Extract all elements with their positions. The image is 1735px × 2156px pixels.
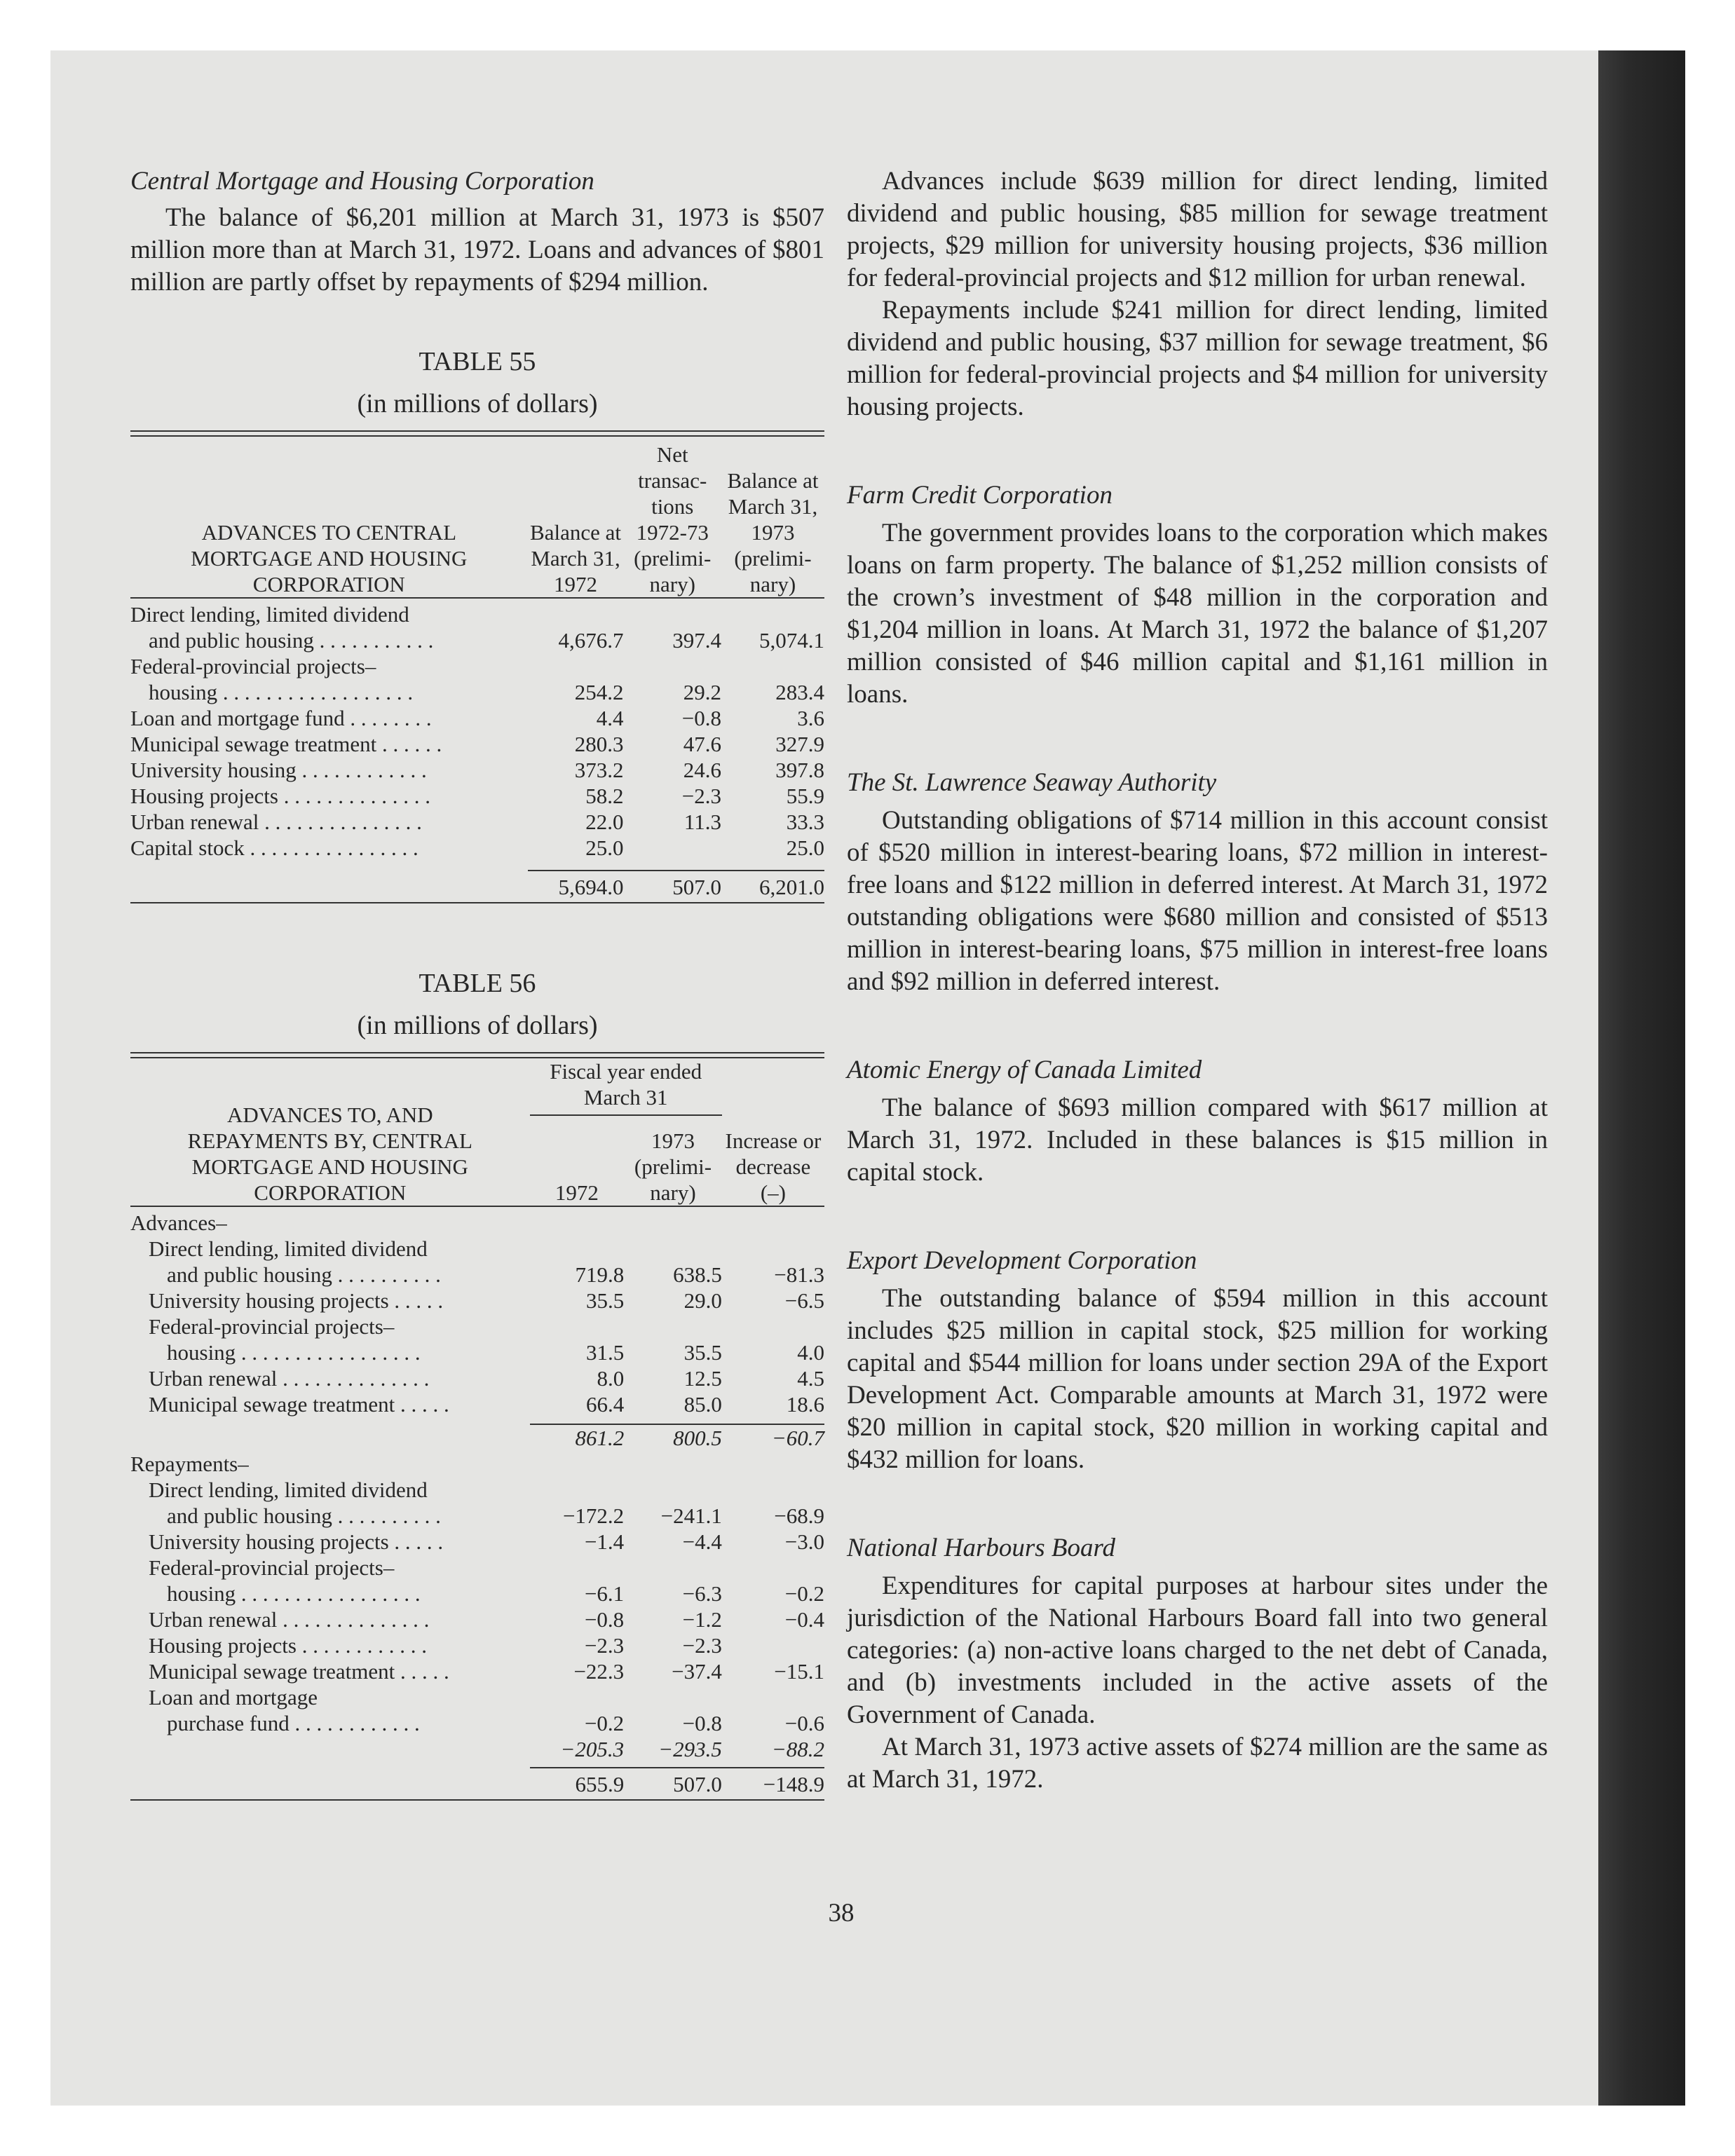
table56-adv-cell-c3: 18.6 [786, 1392, 824, 1417]
table56-total-c3: −148.9 [763, 1771, 824, 1796]
table55-row [130, 809, 824, 835]
table56-rep-row-label: Direct lending, limited dividend [149, 1478, 428, 1502]
table56-adv-cell-c1: 66.4 [585, 1392, 625, 1417]
table55-row-label: Direct lending, limited dividend [130, 602, 409, 627]
table55-col2-header: Net transac- tions 1972-73 (prelimi- nary) [634, 442, 712, 596]
table55-col3-header: Balance at March 31, 1973 (prelimi- nary) [727, 468, 819, 596]
table56-rep-cell-c2: −1.2 [682, 1607, 722, 1632]
table56-adv-cell-c2: 29.0 [683, 1288, 722, 1313]
table55-cell-c3: 5,074.1 [759, 628, 824, 653]
table56-adv-cell-c1 [530, 1236, 625, 1262]
table56-adv-cell-c3 [722, 1236, 824, 1262]
table55-cell-c2: 11.3 [683, 810, 722, 834]
table55-title: TABLE 55 [419, 347, 536, 376]
table56-adv-cell-c1: 719.8 [575, 1262, 625, 1287]
table56-adv-subtotal-c1: 861.2 [575, 1426, 625, 1450]
book-spine-shadow [1598, 50, 1685, 2106]
table55-cell-c2: 397.4 [672, 628, 722, 653]
table55-row-label: Urban renewal . . . . . . . . . . . . . . . [130, 810, 422, 834]
table55-row-label: Housing projects . . . . . . . . . . . . . . [130, 784, 430, 808]
table56-adv-cell-c1: 31.5 [585, 1340, 625, 1365]
table55-top-rule [130, 430, 824, 437]
harbours-paragraph-1: Expenditures for capital purposes at harbour sites under the jurisdiction of the National Harbours Board fall into two general categories: (a) non-active loans charged to the net debt of Canada, and (b) investments included in the active assets of the Government of Canada. [847, 1571, 1548, 1729]
table56-adv-cell-c2: 12.5 [683, 1366, 722, 1391]
table56-title: TABLE 56 [419, 969, 536, 998]
table56-adv-cell-c2 [624, 1314, 722, 1339]
table56-rep-cell-c3 [722, 1477, 824, 1503]
table55-row [130, 627, 824, 653]
table56-rep-cell-c1: −2.3 [584, 1633, 625, 1658]
atomic-energy-paragraph: The balance of $693 million compared with $617 million at March 31, 1972. Included in these balances is $15 million in capital stock. [847, 1093, 1548, 1187]
table55-cell-c3: 33.3 [786, 810, 824, 834]
table56-adv-cell-c2 [624, 1236, 722, 1262]
repayments-paragraph: Repayments include $241 million for direct lending, limited dividend and public housing, $37 million for sewage treatment, $6 million for federal-provincial projects and $4 million for university housing projects. [847, 296, 1548, 421]
table55-cell-c2: 47.6 [683, 732, 722, 756]
cmhc-heading: Central Mortgage and Housing Corporation [130, 167, 594, 196]
table56-adv-row [130, 1288, 824, 1314]
table55-total-c2: 507.0 [672, 874, 722, 899]
table56-adv-cell-c3: −6.5 [784, 1288, 824, 1313]
table55-cell-c2 [623, 601, 721, 627]
table56-rep-cell-c3: −0.2 [784, 1581, 824, 1606]
table56-rep-cell-c1: −22.3 [573, 1659, 625, 1684]
table56-adv-row [130, 1339, 824, 1365]
table55-cell-c1 [528, 601, 624, 627]
export-development-heading: Export Development Corporation [847, 1246, 1197, 1275]
table55-row [130, 757, 824, 783]
table55-cell-c3: 283.4 [775, 680, 824, 704]
table56-col3-header: Increase or decrease (–) [725, 1128, 822, 1205]
table56-adv-row [130, 1314, 824, 1339]
table56-rep-cell-c1: −6.1 [584, 1581, 625, 1606]
page-number: 38 [828, 1899, 855, 1928]
table55-row-label: University housing . . . . . . . . . . . . [130, 758, 427, 782]
table56-rep-cell-c1 [530, 1477, 625, 1503]
table56-adv-cell-c3: −81.3 [774, 1262, 824, 1287]
table55-cell-c1: 254.2 [574, 680, 624, 704]
table55-total-c3: 6,201.0 [759, 874, 824, 899]
table55-row [130, 731, 824, 757]
table56-rep-cell-c1: −0.2 [584, 1711, 625, 1735]
table56-rep-cell-c2 [624, 1555, 722, 1581]
table55 [130, 437, 824, 906]
table56-top-rule [130, 1052, 824, 1058]
right-column [847, 165, 1548, 1796]
table55-cell-c2 [623, 835, 721, 861]
table55-row-label: Municipal sewage treatment . . . . . . [130, 732, 442, 756]
table56-adv-row [130, 1262, 824, 1288]
table56-rep-cell-c2 [624, 1684, 722, 1710]
table56-adv-cell-c2: 638.5 [673, 1262, 722, 1287]
table56-advances-body [130, 1236, 824, 1417]
table55-cell-c3: 3.6 [797, 706, 824, 730]
table56-fiscal-header: Fiscal year ended March 31 [530, 1058, 722, 1115]
table55-row-label: housing . . . . . . . . . . . . . . . . . . [149, 680, 414, 704]
table56-adv-subtotal-c2: 800.5 [673, 1426, 722, 1450]
table56-bottom-rule [130, 1800, 824, 1803]
table56-adv-cell-c1: 8.0 [597, 1366, 625, 1391]
table56-rep-row [130, 1555, 824, 1581]
table56-rep-cell-c3: −0.6 [784, 1711, 824, 1735]
table56-adv-cell-c1: 35.5 [585, 1288, 625, 1313]
table56-rep-cell-c2: −241.1 [660, 1503, 722, 1528]
cmhc-paragraph: The balance of $6,201 million at March 31, 1973 is $507 million more than at March 31, 1972. Loans and advances of $801 million are partly offset by repayments of $294 million. [130, 203, 824, 296]
table56-adv-cell-c3 [722, 1314, 824, 1339]
table56-rep-row-label: University housing projects . . . . . [149, 1529, 444, 1554]
table56-rep-cell-c3: −0.4 [784, 1607, 824, 1632]
table56-adv-cell-c1 [530, 1314, 625, 1339]
table56-advances-subtotal-row [130, 1424, 824, 1451]
advances-paragraph: Advances include $639 million for direct lending, limited dividend and public housing, $85 million for sewage treatment projects, $29 million for university housing projects, $36 million for federal-provincial projects and $12 million for urban renewal. [847, 167, 1548, 292]
table56-adv-cell-c3: 4.0 [797, 1340, 824, 1365]
table55-body [130, 601, 824, 861]
table55-cell-c3: 25.0 [786, 835, 824, 860]
table56-rep-row-label: Municipal sewage treatment . . . . . [149, 1659, 449, 1684]
table55-subtitle: (in millions of dollars) [357, 389, 598, 418]
table56-rep-row-label: Urban renewal . . . . . . . . . . . . . . [149, 1607, 430, 1632]
table56-adv-subtotal-c3: −60.7 [771, 1426, 824, 1450]
table56-rep-row-label: Loan and mortgage [149, 1685, 318, 1710]
table56-adv-row-label: Municipal sewage treatment . . . . . [149, 1392, 449, 1417]
table55-cell-c3: 327.9 [775, 732, 824, 756]
table56-col1-header: 1972 [554, 1180, 599, 1205]
table56-rep-row-label: housing . . . . . . . . . . . . . . . . . [167, 1581, 421, 1606]
table56-rep-cell-c1: −1.4 [584, 1529, 625, 1554]
table56-label-header: ADVANCES TO, AND REPAYMENTS BY, CENTRAL MORTGAGE AND HOUSING CORPORATION [187, 1103, 472, 1205]
table55-cell-c2: 24.6 [683, 758, 722, 782]
table56-rep-cell-c1 [530, 1555, 625, 1581]
table55-total-c1: 5,694.0 [558, 874, 624, 899]
table56-adv-row [130, 1365, 824, 1391]
table56-adv-row-label: and public housing . . . . . . . . . . [167, 1262, 441, 1287]
table55-cell-c1 [528, 653, 624, 679]
table56-col2-header: 1973 (prelimi- nary) [634, 1128, 712, 1205]
table56-adv-row-label: housing . . . . . . . . . . . . . . . . . [167, 1340, 421, 1365]
table56-rep-row [130, 1632, 824, 1658]
table56-rep-row [130, 1529, 824, 1555]
table56-rep-cell-c3: −3.0 [784, 1529, 824, 1554]
harbours-paragraph-2: At March 31, 1973 active assets of $274 million are the same as at March 31, 1972. [847, 1733, 1548, 1794]
table56-rep-row [130, 1606, 824, 1632]
table56-rep-row [130, 1684, 824, 1710]
table56-rep-cell-c2: −2.3 [682, 1633, 722, 1658]
table55-cell-c3 [721, 653, 824, 679]
harbours-heading: National Harbours Board [847, 1534, 1116, 1562]
table55-cell-c2: 29.2 [683, 680, 722, 704]
table56 [130, 1058, 824, 1803]
table56-rep-row [130, 1477, 824, 1503]
table56-rep-subtotal-c1: −205.3 [560, 1737, 625, 1761]
table56-adv-row [130, 1391, 824, 1417]
table56-rep-subtotal-c2: −293.5 [658, 1737, 722, 1761]
table56-rep-cell-c2 [624, 1477, 722, 1503]
table55-row-label: Capital stock . . . . . . . . . . . . . . . . [130, 835, 419, 860]
table56-total-c1: 655.9 [575, 1771, 625, 1796]
table56-rep-cell-c2: −0.8 [682, 1711, 722, 1735]
table55-cell-c3 [721, 601, 824, 627]
table55-cell-c2 [623, 653, 721, 679]
table56-rep-cell-c3 [722, 1555, 824, 1581]
table56-rep-subtotal-c3: −88.2 [771, 1737, 824, 1761]
table56-rep-row-label: Housing projects . . . . . . . . . . . . [149, 1633, 427, 1658]
table55-row [130, 653, 824, 679]
table56-total-row [130, 1768, 824, 1800]
table56-adv-row [130, 1236, 824, 1262]
table56-rep-row-label: purchase fund . . . . . . . . . . . . [167, 1711, 420, 1735]
table56-rep-row [130, 1710, 824, 1736]
farm-credit-paragraph: The government provides loans to the corporation which makes loans on farm property. The balance of $1,252 million consists of the crown’s investment of $48 million in the corporation and $1,204 million in loans. At March 31, 1972 the balance of $1,207 million consisted of $46 million capital and $1,161 million in loans. [847, 519, 1548, 709]
table56-repayments-body [130, 1477, 824, 1736]
table55-cell-c1: 22.0 [585, 810, 624, 834]
table56-adv-row-label: Federal-provincial projects– [149, 1314, 395, 1339]
table56-repayments-label: Repayments– [130, 1452, 249, 1476]
table56-rep-cell-c1 [530, 1684, 625, 1710]
table55-row [130, 679, 824, 705]
table55-cell-c1: 373.2 [574, 758, 624, 782]
table55-cell-c1: 280.3 [574, 732, 624, 756]
table55-cell-c3: 55.9 [786, 784, 824, 808]
table55-total-row [130, 871, 824, 903]
table56-rep-cell-c2: −6.3 [682, 1581, 722, 1606]
left-column [130, 165, 824, 1803]
table56-rep-cell-c3: −15.1 [774, 1659, 824, 1684]
table55-row-label: Federal-provincial projects– [130, 654, 376, 678]
table56-rep-row [130, 1581, 824, 1606]
table55-row-label: and public housing . . . . . . . . . . . [149, 628, 434, 653]
table56-rep-row [130, 1503, 824, 1529]
table55-cell-c2: −0.8 [681, 706, 722, 730]
table56-total-c2: 507.0 [673, 1771, 722, 1796]
table56-repayments-subtotal-row [130, 1736, 824, 1762]
table55-row [130, 783, 824, 809]
table56-rep-cell-c2: −37.4 [672, 1659, 722, 1684]
table56-rep-cell-c3 [722, 1684, 824, 1710]
table55-row-label: Loan and mortgage fund . . . . . . . . [130, 706, 432, 730]
table56-rep-cell-c3 [722, 1632, 824, 1658]
table56-rep-row-label: and public housing . . . . . . . . . . [167, 1503, 441, 1528]
table56-rep-row [130, 1658, 824, 1684]
table56-rep-cell-c1: −172.2 [562, 1503, 625, 1528]
farm-credit-heading: Farm Credit Corporation [847, 481, 1113, 510]
table56-adv-cell-c3: 4.5 [797, 1366, 824, 1391]
table56-adv-cell-c2: 85.0 [683, 1392, 722, 1417]
export-development-paragraph: The outstanding balance of $594 million in this account includes $25 million in capital stock, $25 million for working capital and $544 million for loans under section 29A of the Export Development Act. Comparable amounts at March 31, 1972 were $20 million in capital stock, $20 million in working capital and $432 million for loans. [847, 1284, 1548, 1474]
table56-rep-cell-c3: −68.9 [774, 1503, 824, 1528]
table56-adv-row-label: University housing projects . . . . . [149, 1288, 444, 1313]
table55-cell-c3: 397.8 [775, 758, 824, 782]
table55-cell-c1: 25.0 [585, 835, 624, 860]
table55-cell-c1: 58.2 [585, 784, 624, 808]
table56-adv-row-label: Direct lending, limited dividend [149, 1236, 428, 1261]
table55-col1-header: Balance at March 31, 1972 [530, 520, 621, 596]
table55-cell-c1: 4,676.7 [558, 628, 624, 653]
table56-subtitle: (in millions of dollars) [357, 1011, 598, 1040]
seaway-paragraph: Outstanding obligations of $714 million in this account consist of $520 million in interest-bearing loans, $72 million in interest-free loans and $122 million in deferred interest. At March 31, 1972 outstanding obligations were $680 million and consisted of $513 million in interest-bearing loans, $75 million in interest-free loans and $92 million in deferred interest. [847, 806, 1548, 996]
atomic-energy-heading: Atomic Energy of Canada Limited [847, 1056, 1202, 1084]
table56-adv-row-label: Urban renewal . . . . . . . . . . . . . . [149, 1366, 430, 1391]
table56-adv-cell-c2: 35.5 [683, 1340, 722, 1365]
table55-row [130, 835, 824, 861]
table55-cell-c1: 4.4 [596, 706, 624, 730]
table56-advances-label: Advances– [130, 1210, 227, 1235]
table55-cell-c2: −2.3 [681, 784, 722, 808]
table56-rep-cell-c1: −0.8 [584, 1607, 625, 1632]
table56-rep-cell-c2: −4.4 [682, 1529, 722, 1554]
table56-rep-row-label: Federal-provincial projects– [149, 1555, 395, 1580]
table55-row [130, 601, 824, 627]
seaway-heading: The St. Lawrence Seaway Authority [847, 768, 1217, 797]
table55-label-header: ADVANCES TO CENTRAL MORTGAGE AND HOUSING CORPORATION [191, 520, 468, 596]
table55-row [130, 705, 824, 731]
